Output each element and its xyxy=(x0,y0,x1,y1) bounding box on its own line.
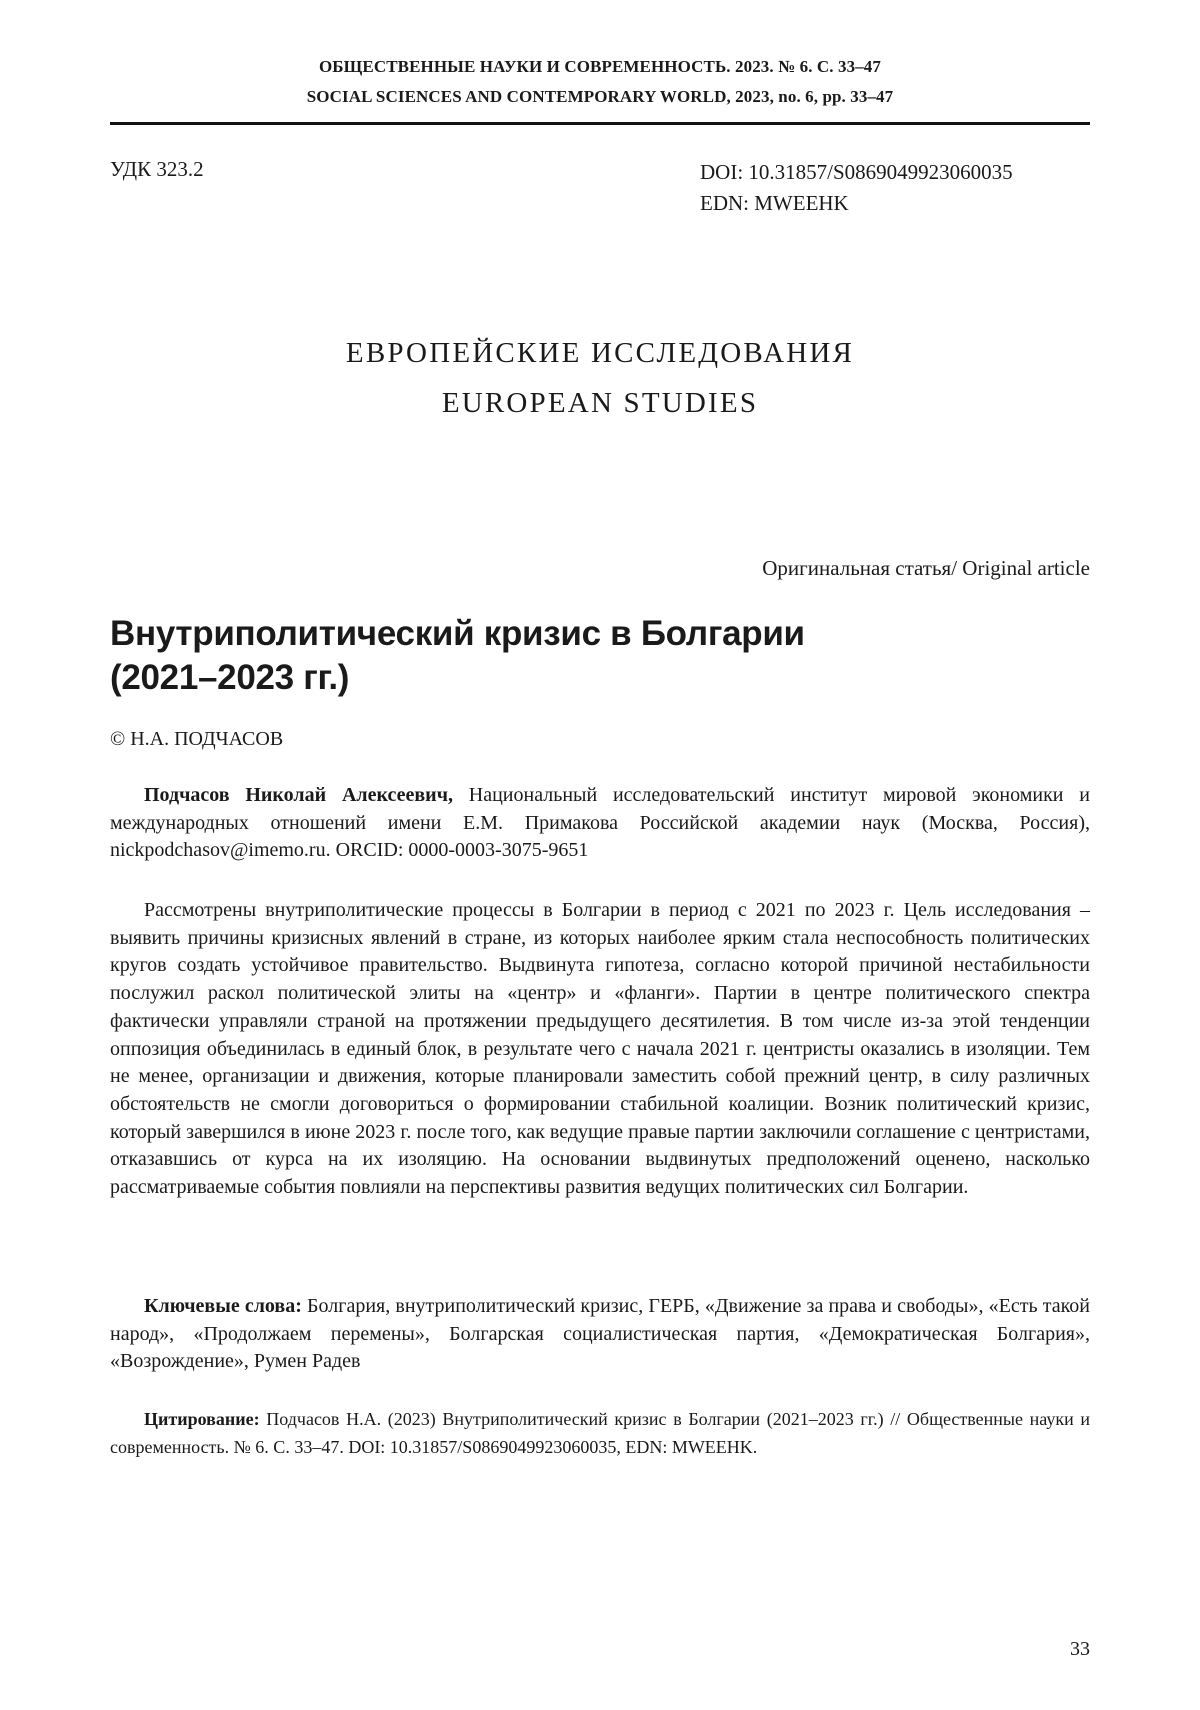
section-title xyxy=(110,328,1090,428)
citation-label: Цитирование: xyxy=(144,1409,260,1429)
affiliation-text: Национальный исследовательский институт мировой экономики и международных отношений имени Е.М. Примакова Российской академии наук (Москва, Россия), nickpodchasov@imemo.ru. ORCID: 0000-0003-3075-9651 xyxy=(110,784,1090,862)
keywords xyxy=(110,1293,1090,1376)
article-title xyxy=(110,612,1090,700)
author-name: Подчасов Николай Алексеевич, xyxy=(144,784,453,806)
page-number: 33 xyxy=(1070,1638,1090,1660)
author-affiliation xyxy=(110,782,1090,865)
journal-header xyxy=(110,52,1090,112)
citation-text: Подчасов Н.А. (2023) Внутриполитический кризис в Болгарии (2021–2023 гг.) // Общественные науки и современность. № 6. С. 33–47. DOI: 10.31857/S0869049923060035, EDN: MWEEHK. xyxy=(110,1409,1091,1457)
article-page xyxy=(110,0,1090,1710)
journal-line-ru: ОБЩЕСТВЕННЫЕ НАУКИ И СОВРЕМЕННОСТЬ. 2023. № 6. С. 33–47 xyxy=(318,57,882,76)
doi: DOI: 10.31857/S0869049923060035 xyxy=(700,160,1013,184)
copyright-author: © Н.А. ПОДЧАСОВ xyxy=(110,728,284,750)
section-title-ru: ЕВРОПЕЙСКИЕ ИССЛЕДОВАНИЯ xyxy=(345,337,855,369)
article-type: Оригинальная статья/ Original article xyxy=(762,556,1090,580)
keywords-text: Болгария, внутриполитический кризис, ГЕРБ, «Движение за права и свободы», «Есть такой народ», «Продолжаем перемены», Болгарская социалистическая партия, «Демократическая Болгария», «Возрождение», Румен Радев xyxy=(110,1295,1090,1373)
edn: EDN: MWEEHK xyxy=(700,191,849,215)
journal-line-en: SOCIAL SCIENCES AND CONTEMPORARY WORLD, 2023, no. 6, pp. 33–47 xyxy=(306,87,894,106)
citation xyxy=(110,1405,1090,1461)
article-title-line-2: (2021–2023 гг.) xyxy=(110,658,350,697)
udk-code: УДК 323.2 xyxy=(110,157,204,181)
abstract: Рассмотрены внутриполитические процессы в Болгарии в период с 2021 по 2023 г. Цель исследования – выявить причины кризисных явлений в стране, из которых наиболее ярким стала неспособность политических кругов создать устойчивое правительство. Выдвинута гипотеза, согласно которой причиной нестабильности послужил раскол политической элиты на «центр» и «фланги». Партии в центре политического спектра фактически управляли страной на протяжении предыдущего десятилетия. В том числе из-за этой тенденции оппозиция объединилась в единый блок, в результате чего с начала 2021 г. центристы оказались в изоляции. Тем не менее, организации и движения, которые планировали заместить собой прежний центр, в силу различных обстоятельств не смогли договориться о формировании стабильной коалиции. Возник политический кризис, который завершился в июне 2023 г. после того, как ведущие правые партии заключили соглашение с центристами, отказавшись от курса на их изоляцию. На основании выдвинутых предположений оценено, насколько рассматриваемые события повлияли на перспективы развития ведущих политических сил Болгарии. xyxy=(110,899,1090,1199)
keywords-label: Ключевые слова: xyxy=(144,1295,302,1317)
article-title-line-1: Внутриполитический кризис в Болгарии xyxy=(110,614,805,653)
header-rule xyxy=(110,122,1090,125)
section-title-en: EUROPEAN STUDIES xyxy=(441,387,759,419)
identifiers xyxy=(700,157,1013,219)
